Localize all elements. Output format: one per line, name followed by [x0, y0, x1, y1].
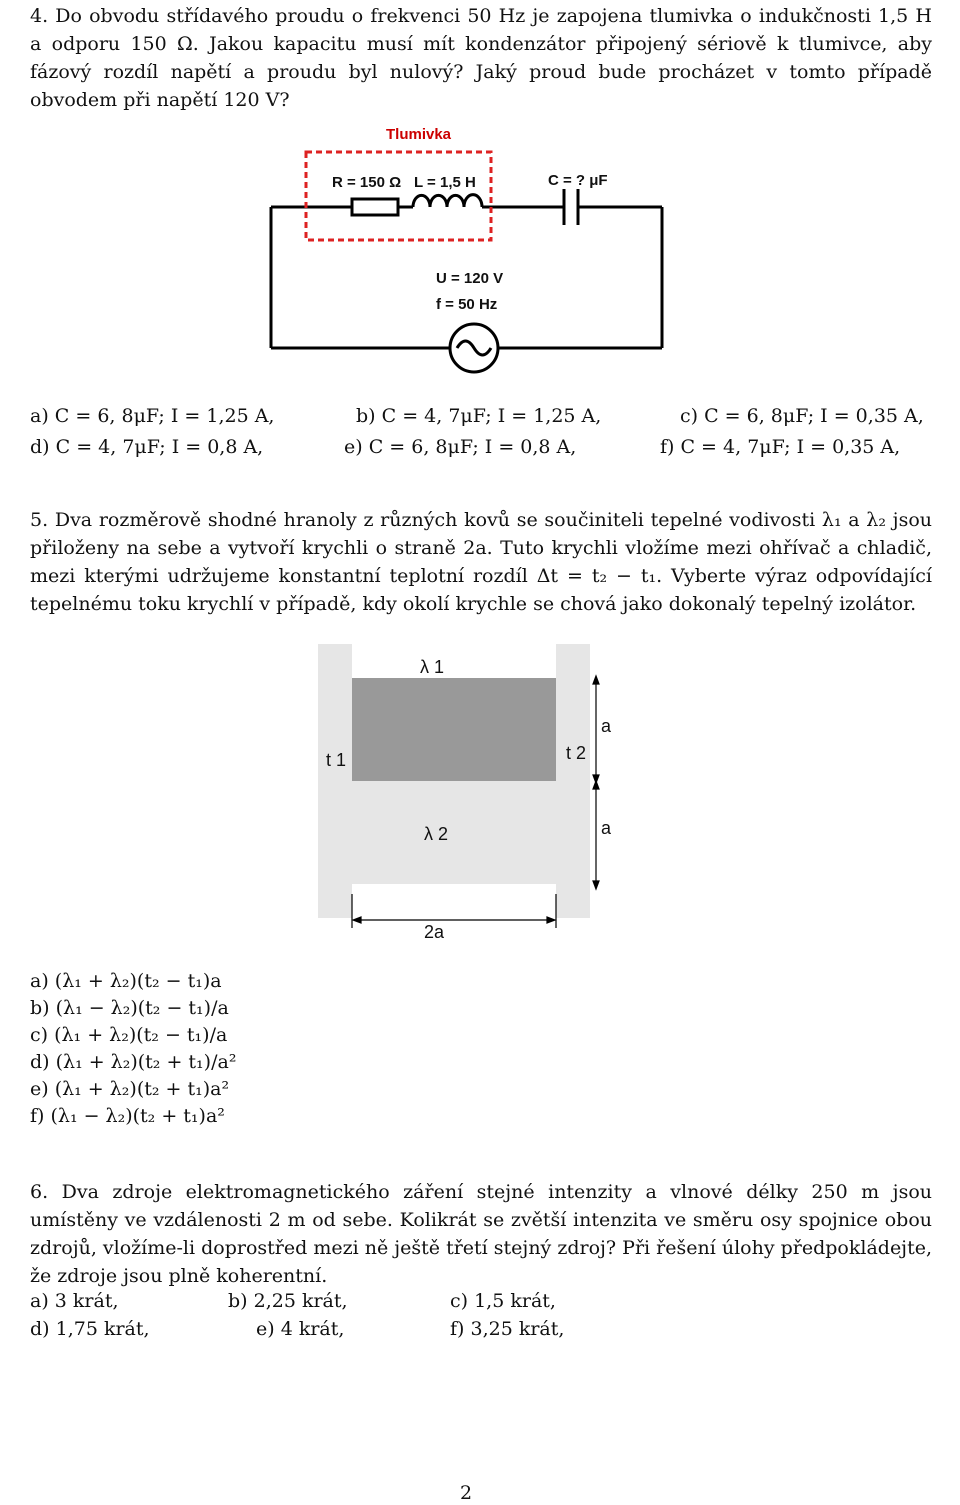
cooler-plate: [556, 644, 590, 918]
q6-option-e: e) 4 krát,: [256, 1318, 345, 1340]
q4-option-d: d) C = 4, 7μF; I = 0,8 A,: [30, 436, 264, 458]
a-top-label: a: [601, 716, 612, 736]
voltage-label: U = 120 V: [436, 270, 504, 287]
question-6-text: 6. Dva zdroje elektromagnetického záření stejné intenzity a vlnové délky 250 m jsou umístěny ve vzdálenosti 2 m od sebe. Kolikrát se zvětší intenzita ve směru osy spojnice obou zdrojů, vložíme-li doprostřed mezi ně ještě třetí stejný zdroj? Při řešení úlohy předpokládejte, že zdroje jsou plně koherentní.: [30, 1181, 932, 1287]
inductor-symbol: [413, 195, 482, 207]
choke-label: Tlumivka: [386, 126, 452, 143]
t1-label: t 1: [326, 750, 347, 770]
q4-option-b: b) C = 4, 7μF; I = 1,25 A,: [356, 405, 602, 427]
lambda-2-label: λ 2: [424, 824, 449, 844]
q6-option-f: f) 3,25 krát,: [450, 1318, 565, 1340]
q5-option-f: f) (λ₁ − λ₂)(t₂ + t₁)a²: [30, 1105, 225, 1127]
question-4-text: 4. Do obvodu střídavého proudu o frekvenci 50 Hz je zapojena tlumivka o indukčnosti 1,5 H a odporu 150 Ω. Jakou kapacitu musí mít kondenzátor připojený sériově k tlumivce, aby fázový rozdíl napětí a proudu byl nulový? Jaký proud bude procházet v tomto případě obvodem při napětí 120 V?: [30, 5, 932, 111]
a-bottom-label: a: [601, 818, 612, 838]
capacitor-label: C = ? μF: [548, 172, 608, 189]
width-2a-label: 2a: [424, 922, 445, 942]
prism-2: [352, 781, 556, 884]
heater-plate: [318, 644, 352, 918]
prism-1: [352, 678, 556, 781]
choke-box: [306, 152, 491, 240]
q4-option-c: c) C = 6, 8μF; I = 0,35 A,: [680, 405, 924, 427]
q5-option-b: b) (λ₁ − λ₂)(t₂ − t₁)/a: [30, 997, 229, 1019]
frequency-label: f = 50 Hz: [436, 296, 498, 313]
q4-option-e: e) C = 6, 8μF; I = 0,8 A,: [344, 436, 577, 458]
resistor-label: R = 150 Ω: [332, 174, 402, 191]
inductor-label: L = 1,5 H: [414, 174, 476, 191]
q4-option-a: a) C = 6, 8μF; I = 1,25 A,: [30, 405, 275, 427]
t2-label: t 2: [566, 743, 587, 763]
question-5-text: 5. Dva rozměrově shodné hranoly z různých kovů se součiniteli tepelné vodivosti λ₁ a λ₂ jsou přiloženy na sebe a vytvoří krychli o straně 2a. Tuto krychli vložíme mezi ohřívač a chladič, mezi kterými udržujeme konstantní teplotní rozdíl Δt = t₂ − t₁. Vyberte výraz odpovídající tepelnému toku krychlí v případě, kdy okolí krychle se chová jako dokonalý tepelný izolátor.: [30, 509, 932, 615]
q6-option-b: b) 2,25 krát,: [228, 1290, 348, 1312]
resistor-symbol: [352, 199, 398, 215]
q6-option-c: c) 1,5 krát,: [450, 1290, 556, 1312]
q5-option-a: a) (λ₁ + λ₂)(t₂ − t₁)a: [30, 970, 222, 992]
lambda-1-label: λ 1: [420, 657, 445, 677]
q5-option-c: c) (λ₁ + λ₂)(t₂ − t₁)/a: [30, 1024, 228, 1046]
capacitor-symbol: [564, 189, 578, 225]
q5-option-d: d) (λ₁ + λ₂)(t₂ + t₁)/a²: [30, 1051, 237, 1073]
q5-option-e: e) (λ₁ + λ₂)(t₂ + t₁)a²: [30, 1078, 230, 1100]
circuit-diagram: [260, 120, 680, 380]
q6-option-d: d) 1,75 krát,: [30, 1318, 150, 1340]
q4-option-f: f) C = 4, 7μF; I = 0,35 A,: [660, 436, 901, 458]
q6-option-a: a) 3 krát,: [30, 1290, 119, 1312]
page-number: 2: [460, 1482, 473, 1504]
heat-cube-diagram: [318, 636, 618, 942]
